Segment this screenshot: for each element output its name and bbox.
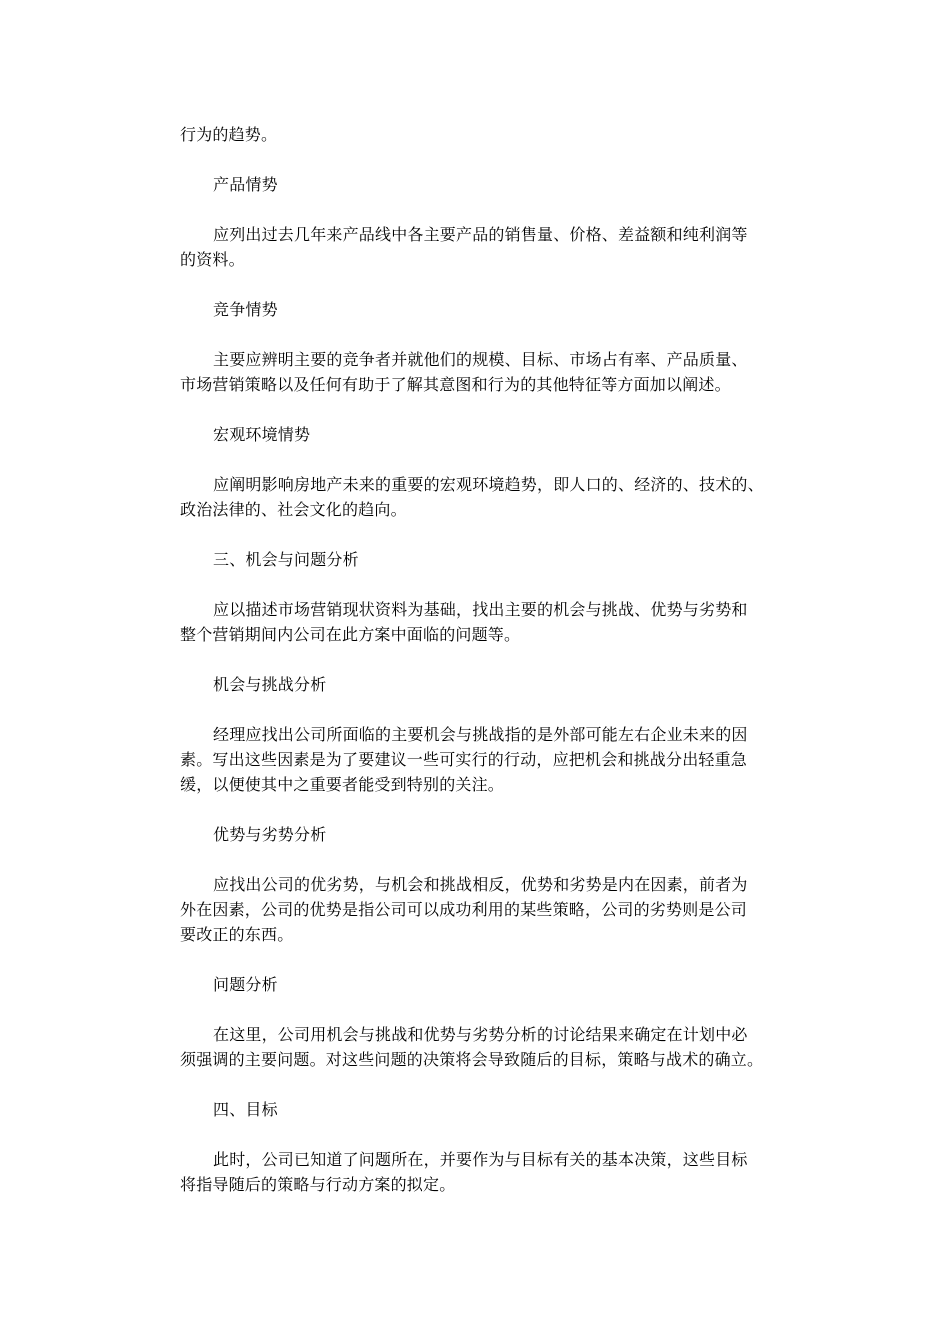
paragraph-gap (180, 797, 780, 822)
paragraph-gap (180, 697, 780, 722)
text-line: 行为的趋势。 (180, 125, 278, 144)
document-page (180, 122, 780, 1197)
text-line: 主要应辨明主要的竞争者并就他们的规模、目标、市场占有率、产品质量、 (213, 350, 748, 369)
text-line: 要改正的东西。 (180, 925, 294, 944)
section-heading (180, 672, 780, 697)
paragraph-gap (180, 572, 780, 597)
text-line: 产品情势 (213, 175, 278, 194)
text-line: 整个营销期间内公司在此方案中面临的问题等。 (180, 625, 521, 644)
paragraph-gap (180, 947, 780, 972)
section-heading (180, 172, 780, 197)
text-line: 缓，以便使其中之重要者能受到特别的关注。 (180, 775, 505, 794)
paragraph (180, 222, 780, 272)
text-line: 问题分析 (213, 975, 278, 994)
text-line: 三、机会与问题分析 (213, 550, 359, 569)
text-line: 外在因素，公司的优势是指公司可以成功利用的某些策略，公司的劣势则是公司 (180, 900, 748, 919)
paragraph (180, 872, 780, 947)
text-line: 竞争情势 (213, 300, 278, 319)
text-line: 四、目标 (213, 1100, 278, 1119)
text-line: 机会与挑战分析 (213, 675, 327, 694)
text-line: 将指导随后的策略与行动方案的拟定。 (180, 1175, 456, 1194)
section-heading (180, 122, 780, 147)
text-line: 素。写出这些因素是为了要建议一些可实行的行动，应把机会和挑战分出轻重急 (180, 750, 748, 769)
text-line: 应阐明影响房地产未来的重要的宏观环境趋势，即人口的、经济的、技术的、 (213, 475, 764, 494)
paragraph-gap (180, 322, 780, 347)
paragraph (180, 597, 780, 647)
text-line: 应以描述市场营销现状资料为基础，找出主要的机会与挑战、优势与劣势和 (213, 600, 748, 619)
section-heading (180, 547, 780, 572)
paragraph-gap (180, 522, 780, 547)
paragraph-gap (180, 1122, 780, 1147)
paragraph (180, 472, 780, 522)
paragraph (180, 1147, 780, 1197)
text-line: 宏观环境情势 (213, 425, 311, 444)
section-heading (180, 422, 780, 447)
paragraph-gap (180, 847, 780, 872)
paragraph-gap (180, 147, 780, 172)
paragraph-gap (180, 197, 780, 222)
text-line: 经理应找出公司所面临的主要机会与挑战指的是外部可能左右企业未来的因 (213, 725, 748, 744)
paragraph-gap (180, 1072, 780, 1097)
text-line: 优势与劣势分析 (213, 825, 327, 844)
section-heading (180, 822, 780, 847)
paragraph-gap (180, 997, 780, 1022)
text-line: 市场营销策略以及任何有助于了解其意图和行为的其他特征等方面加以阐述。 (180, 375, 731, 394)
text-line: 应列出过去几年来产品线中各主要产品的销售量、价格、差益额和纯利润等 (213, 225, 748, 244)
text-line: 此时，公司已知道了问题所在，并要作为与目标有关的基本决策，这些目标 (213, 1150, 748, 1169)
paragraph-gap (180, 272, 780, 297)
text-line: 应找出公司的优劣势，与机会和挑战相反，优势和劣势是内在因素，前者为 (213, 875, 748, 894)
paragraph (180, 1022, 780, 1072)
section-heading (180, 1097, 780, 1122)
text-line: 的资料。 (180, 250, 245, 269)
paragraph-gap (180, 397, 780, 422)
text-line: 须强调的主要问题。对这些问题的决策将会导致随后的目标，策略与战术的确立。 (180, 1050, 764, 1069)
paragraph (180, 347, 780, 397)
section-heading (180, 972, 780, 997)
paragraph-gap (180, 647, 780, 672)
text-line: 在这里，公司用机会与挑战和优势与劣势分析的讨论结果来确定在计划中必 (213, 1025, 748, 1044)
paragraph-gap (180, 447, 780, 472)
paragraph (180, 722, 780, 797)
text-line: 政治法律的、社会文化的趋向。 (180, 500, 407, 519)
section-heading (180, 297, 780, 322)
